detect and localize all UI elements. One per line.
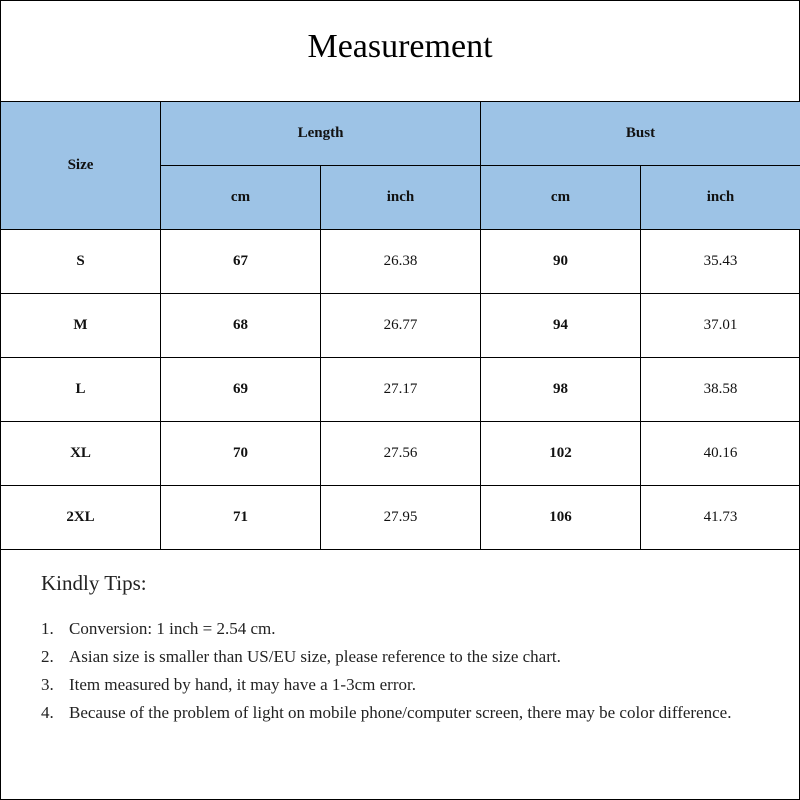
length-cm-header: cm <box>161 166 321 230</box>
size-table <box>0 101 800 550</box>
size-cell: S <box>1 230 161 294</box>
tip-text: Conversion: 1 inch = 2.54 cm. <box>69 619 276 638</box>
tip-text: Because of the problem of light on mobile phone/computer screen, there may be color difference. <box>69 703 732 722</box>
tip-item <box>41 699 741 727</box>
bust-cm-cell: 94 <box>481 294 641 358</box>
length-cm-cell: 69 <box>161 358 321 422</box>
bust-cm-cell: 90 <box>481 230 641 294</box>
tip-item <box>41 671 741 699</box>
bust-inch-header: inch <box>641 166 800 230</box>
length-inch-cell: 26.38 <box>321 230 481 294</box>
table-header-row <box>1 102 800 166</box>
table-row <box>1 230 800 294</box>
bust-inch-cell: 35.43 <box>641 230 800 294</box>
bust-cm-cell: 102 <box>481 422 641 486</box>
bust-cm-cell: 106 <box>481 486 641 550</box>
tip-text: Item measured by hand, it may have a 1-3cm error. <box>69 675 416 694</box>
length-inch-cell: 27.56 <box>321 422 481 486</box>
length-inch-header: inch <box>321 166 481 230</box>
table-row <box>1 358 800 422</box>
length-cm-cell: 71 <box>161 486 321 550</box>
bust-cm-header: cm <box>481 166 641 230</box>
length-header: Length <box>161 102 481 166</box>
size-cell: XL <box>1 422 161 486</box>
length-inch-cell: 27.17 <box>321 358 481 422</box>
length-cm-cell: 67 <box>161 230 321 294</box>
size-cell: 2XL <box>1 486 161 550</box>
tips-title: Kindly Tips: <box>41 571 147 595</box>
page-title: Measurement <box>307 28 493 65</box>
table-row <box>1 486 800 550</box>
bust-cm-cell: 98 <box>481 358 641 422</box>
table-row <box>1 422 800 486</box>
tip-text: Asian size is smaller than US/EU size, please reference to the size chart. <box>69 647 561 666</box>
bust-header: Bust <box>481 102 800 166</box>
table-row <box>1 294 800 358</box>
bust-inch-cell: 40.16 <box>641 422 800 486</box>
bust-inch-cell: 38.58 <box>641 358 800 422</box>
length-cm-cell: 70 <box>161 422 321 486</box>
size-cell: M <box>1 294 161 358</box>
tip-number: 2. <box>41 647 54 666</box>
tip-item <box>41 643 741 671</box>
tip-number: 1. <box>41 619 54 638</box>
size-header: Size <box>1 102 161 230</box>
tip-item <box>41 615 741 643</box>
bust-inch-cell: 41.73 <box>641 486 800 550</box>
tip-number: 4. <box>41 703 54 722</box>
length-inch-cell: 26.77 <box>321 294 481 358</box>
size-cell: L <box>1 358 161 422</box>
length-inch-cell: 27.95 <box>321 486 481 550</box>
tip-number: 3. <box>41 675 54 694</box>
bust-inch-cell: 37.01 <box>641 294 800 358</box>
length-cm-cell: 68 <box>161 294 321 358</box>
tips-list <box>41 615 741 727</box>
